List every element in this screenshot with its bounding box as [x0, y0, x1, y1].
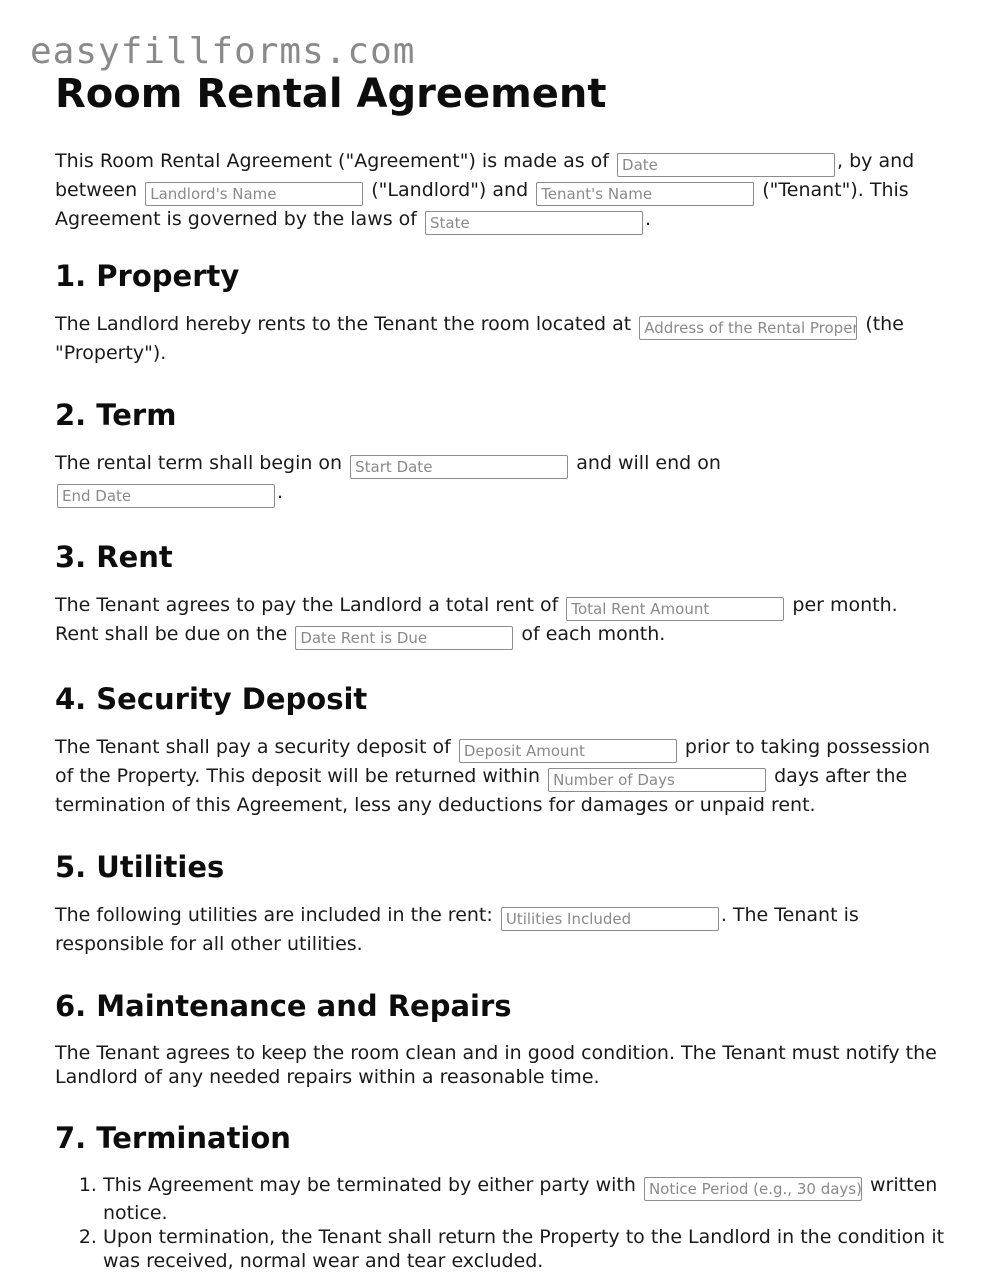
deposit-text-2: prior to taking possession of the Property. This deposit will be returned within [55, 736, 931, 787]
intro-paragraph [55, 148, 945, 235]
term-text-2: and will end on [576, 452, 721, 474]
section-heading-termination: 7. Termination [55, 1121, 291, 1155]
intro-text-3: ("Landlord") and [371, 179, 529, 201]
notice-period-field[interactable] [644, 1177, 862, 1201]
deposit-text-1: The Tenant shall pay a security deposit of [55, 736, 451, 758]
intro-text-5: . [645, 208, 652, 230]
rent-amount-field[interactable] [566, 597, 784, 621]
term-paragraph [55, 450, 945, 508]
section-heading-term: 2. Term [55, 398, 177, 432]
maintenance-paragraph: The Tenant agrees to keep the room clean and in good condition. The Tenant must notify the Landlord of any needed repairs within a reasonable time. [55, 1042, 937, 1088]
utilities-included-field[interactable] [501, 907, 719, 931]
agreement-date-field[interactable] [617, 153, 835, 177]
intro-text-1: This Room Rental Agreement ("Agreement") is made as of [55, 150, 609, 172]
termination-item-1 [103, 1173, 945, 1225]
deposit-paragraph [55, 734, 945, 818]
property-address-field[interactable] [639, 316, 857, 340]
agreement-document [55, 68, 945, 1273]
property-paragraph [55, 311, 945, 366]
watermark: easyfillforms.com [30, 31, 416, 72]
property-text-1: The Landlord hereby rents to the Tenant the room located at [55, 313, 632, 335]
section-heading-rent: 3. Rent [55, 540, 173, 574]
rent-due-date-field[interactable] [295, 626, 513, 650]
term-text-1: The rental term shall begin on [55, 452, 343, 474]
intro-text-4: ("Tenant"). This Agreement is governed by the laws of [55, 179, 909, 230]
rent-text-2: per month. Rent shall be due on the [55, 594, 898, 645]
utilities-text-1: The following utilities are included in the rent: [55, 904, 493, 926]
section-heading-property: 1. Property [55, 259, 240, 293]
state-field[interactable] [425, 211, 643, 235]
start-date-field[interactable] [350, 455, 568, 479]
section-heading-maintenance: 6. Maintenance and Repairs [55, 989, 512, 1023]
deposit-amount-field[interactable] [459, 739, 677, 763]
return-days-field[interactable] [548, 768, 766, 792]
termination-item-2: 2. Upon termination, the Tenant shall return the Property to the Landlord in the condition it was received, normal wear and tear excluded. [103, 1225, 945, 1273]
termination-list [55, 1173, 945, 1273]
intro-text-2: , by and between [55, 150, 915, 201]
deposit-text-3: days after the termination of this Agreement, less any deductions for damages or unpaid rent. [55, 765, 908, 816]
termination-item-1-text-2: written notice. [103, 1174, 938, 1224]
termination-item-1-text-1: This Agreement may be terminated by either party with [103, 1174, 636, 1196]
end-date-field[interactable] [57, 484, 275, 508]
term-text-3: . [277, 481, 284, 503]
rent-text-1: The Tenant agrees to pay the Landlord a total rent of [55, 594, 559, 616]
utilities-paragraph [55, 902, 945, 957]
page-title: Room Rental Agreement [55, 71, 607, 117]
landlord-name-field[interactable] [145, 182, 363, 206]
property-text-2: (the "Property"). [55, 313, 904, 364]
rent-text-3: of each month. [521, 623, 666, 645]
utilities-text-2: . The Tenant is responsible for all other utilities. [55, 904, 859, 955]
tenant-name-field[interactable] [536, 182, 754, 206]
section-heading-utilities: 5. Utilities [55, 850, 225, 884]
section-heading-security-deposit: 4. Security Deposit [55, 682, 368, 716]
rent-paragraph [55, 592, 945, 650]
